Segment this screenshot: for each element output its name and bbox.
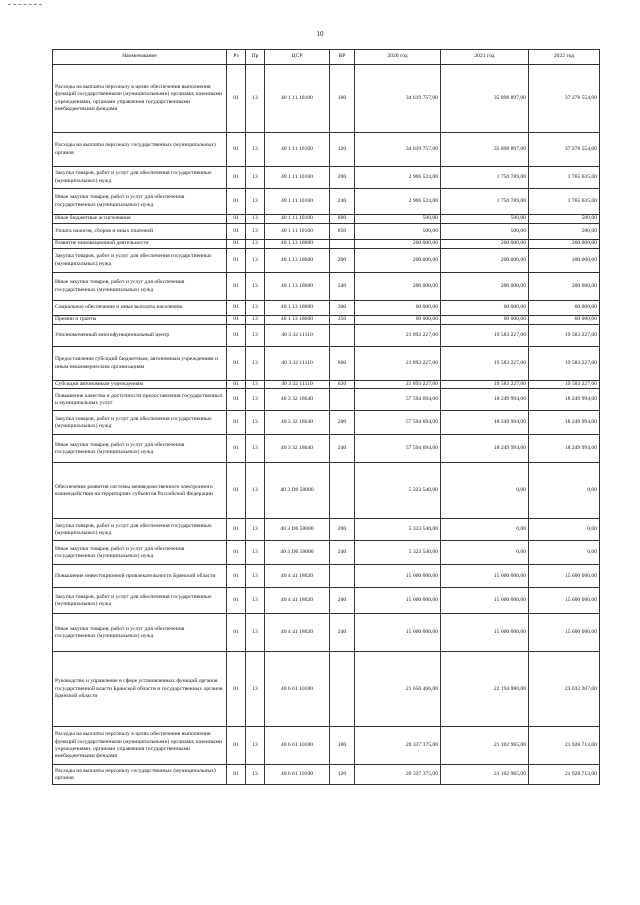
cell-csr: 40 6 61 10100 <box>265 727 330 765</box>
table-row <box>53 652 600 727</box>
cell-csr: 40 1 11 10100 <box>265 215 330 224</box>
header-rz: Рз <box>227 50 246 65</box>
cell-2020: 2 906 524,00 <box>355 189 441 215</box>
cell-2020: 60 000,00 <box>355 316 441 325</box>
cell-name: Субсидии автономным учреждениям <box>53 381 227 389</box>
cell-2022: 200 000,00 <box>529 273 600 301</box>
cell-vr: 800 <box>330 215 355 224</box>
budget-table <box>52 49 600 785</box>
header-2021: 2021 год <box>441 50 529 65</box>
cell-2022: 18 249 994,00 <box>529 411 600 435</box>
cell-vr: 850 <box>330 224 355 240</box>
cell-name: Развитие инновационной деятельности <box>53 240 227 249</box>
cell-2020: 57 594 694,00 <box>355 389 441 411</box>
cell-pr: 13 <box>246 765 265 785</box>
cell-vr: 240 <box>330 541 355 565</box>
cell-name: Расходы на выплаты персоналу государственных (муниципальных) органов <box>53 133 227 167</box>
cell-rz: 01 <box>227 240 246 249</box>
cell-2022: 0,00 <box>529 541 600 565</box>
cell-csr: 40 1 13 18600 <box>265 316 330 325</box>
cell-csr: 40 4 41 18620 <box>265 565 330 588</box>
cell-pr: 13 <box>246 189 265 215</box>
cell-pr: 13 <box>246 224 265 240</box>
cell-2022: 200 000,00 <box>529 249 600 273</box>
cell-2022: 18 249 994,00 <box>529 389 600 411</box>
cell-rz: 01 <box>227 249 246 273</box>
cell-2022: 260 000,00 <box>529 240 600 249</box>
cell-rz: 01 <box>227 133 246 167</box>
cell-name: Иные закупки товаров, работ и услуг для обеспечения государственных (муниципальных) нужд <box>53 614 227 652</box>
cell-2021: 18 249 994,00 <box>441 411 529 435</box>
cell-rz: 01 <box>227 273 246 301</box>
cell-2021: 60 000,00 <box>441 301 529 316</box>
table-row <box>53 133 600 167</box>
table-body <box>53 65 600 785</box>
header-2022: 2022 год <box>529 50 600 65</box>
cell-2020: 21 893 227,00 <box>355 381 441 389</box>
scan-edge-mark <box>8 4 42 5</box>
cell-pr: 13 <box>246 249 265 273</box>
cell-pr: 13 <box>246 316 265 325</box>
cell-name: Иные закупки товаров, работ и услуг для обеспечения государственных (муниципальных) нужд <box>53 435 227 463</box>
cell-csr: 40 4 41 18620 <box>265 588 330 614</box>
table-row <box>53 65 600 133</box>
table-row <box>53 189 600 215</box>
table-row <box>53 381 600 389</box>
cell-pr: 13 <box>246 215 265 224</box>
cell-2022: 19 583 227,00 <box>529 381 600 389</box>
table-row <box>53 167 600 189</box>
cell-vr <box>330 463 355 519</box>
cell-2020: 5 323 540,00 <box>355 519 441 541</box>
cell-2022: 60 000,00 <box>529 301 600 316</box>
cell-csr: 40 1 13 18600 <box>265 301 330 316</box>
table-row <box>53 347 600 381</box>
table-row <box>53 325 600 347</box>
cell-2021: 60 000,00 <box>441 316 529 325</box>
cell-pr: 13 <box>246 65 265 133</box>
cell-2021: 19 583 227,00 <box>441 381 529 389</box>
cell-2020: 5 323 540,00 <box>355 541 441 565</box>
cell-2022: 500,00 <box>529 224 600 240</box>
cell-name: Расходы на выплаты персоналу государственных (муниципальных) органов <box>53 765 227 785</box>
cell-vr: 350 <box>330 316 355 325</box>
cell-pr: 13 <box>246 463 265 519</box>
table-row <box>53 541 600 565</box>
cell-2022: 23 032 307,00 <box>529 652 600 727</box>
cell-2022: 15 600 000,00 <box>529 588 600 614</box>
cell-rz: 01 <box>227 189 246 215</box>
cell-name: Премии и гранты <box>53 316 227 325</box>
cell-pr: 13 <box>246 588 265 614</box>
table-row <box>53 614 600 652</box>
cell-2020: 57 594 694,00 <box>355 435 441 463</box>
table-row <box>53 463 600 519</box>
cell-2021: 21 102 965,00 <box>441 765 529 785</box>
cell-rz: 01 <box>227 65 246 133</box>
cell-2020: 34 619 757,00 <box>355 133 441 167</box>
cell-pr: 13 <box>246 411 265 435</box>
cell-2021: 500,00 <box>441 224 529 240</box>
cell-csr: 40 1 13 18600 <box>265 240 330 249</box>
cell-csr: 40 6 61 10100 <box>265 765 330 785</box>
cell-pr: 13 <box>246 389 265 411</box>
cell-vr: 120 <box>330 133 355 167</box>
cell-2021: 200 000,00 <box>441 249 529 273</box>
cell-pr: 13 <box>246 614 265 652</box>
cell-rz: 01 <box>227 301 246 316</box>
cell-vr: 100 <box>330 727 355 765</box>
cell-2020: 5 323 540,00 <box>355 463 441 519</box>
cell-vr: 200 <box>330 411 355 435</box>
page-number: 10 <box>316 30 324 38</box>
cell-2020: 260 000,00 <box>355 240 441 249</box>
cell-vr: 200 <box>330 519 355 541</box>
cell-csr: 40 1 13 18600 <box>265 273 330 301</box>
cell-pr: 13 <box>246 727 265 765</box>
table-row <box>53 273 600 301</box>
cell-pr: 13 <box>246 565 265 588</box>
cell-name: Повышение инвестиционной привлекательности Брянской области <box>53 565 227 588</box>
cell-2020: 15 600 000,00 <box>355 614 441 652</box>
cell-rz: 01 <box>227 325 246 347</box>
cell-2021: 18 249 994,00 <box>441 435 529 463</box>
cell-rz: 01 <box>227 167 246 189</box>
cell-name: Уплата налогов, сборов и иных платежей <box>53 224 227 240</box>
header-csr: ЦСР <box>265 50 330 65</box>
cell-2021: 0,00 <box>441 519 529 541</box>
cell-2022: 15 600 000,00 <box>529 614 600 652</box>
cell-csr: 40 3 D6 50080 <box>265 463 330 519</box>
cell-name: Закупка товаров, работ и услуг для обеспечения государственных (муниципальных) нужд <box>53 167 227 189</box>
cell-name: Иные закупки товаров, работ и услуг для обеспечения государственных (муниципальных) нужд <box>53 541 227 565</box>
cell-name: Социальное обеспечение и иные выплаты населению <box>53 301 227 316</box>
cell-pr: 13 <box>246 325 265 347</box>
table-row <box>53 316 600 325</box>
cell-csr: 40 1 13 18600 <box>265 249 330 273</box>
cell-pr: 13 <box>246 435 265 463</box>
cell-vr: 100 <box>330 65 355 133</box>
table-row <box>53 727 600 765</box>
cell-rz: 01 <box>227 411 246 435</box>
cell-vr: 200 <box>330 167 355 189</box>
cell-2020: 21 893 227,00 <box>355 325 441 347</box>
cell-rz: 01 <box>227 347 246 381</box>
table-header-row <box>53 50 600 65</box>
cell-2022: 0,00 <box>529 463 600 519</box>
cell-2021: 1 750 789,00 <box>441 189 529 215</box>
cell-2022: 19 583 227,00 <box>529 347 600 381</box>
cell-name: Руководство и управление в сфере установленных функций органов государственной власти Брянской области и государственных органов Брянской области <box>53 652 227 727</box>
cell-2022: 21 928 713,00 <box>529 727 600 765</box>
cell-2021: 15 600 000,00 <box>441 588 529 614</box>
cell-vr: 600 <box>330 347 355 381</box>
header-name: Наименование <box>53 50 227 65</box>
cell-2020: 500,00 <box>355 215 441 224</box>
cell-vr: 240 <box>330 273 355 301</box>
cell-csr: 40 3 32 18640 <box>265 435 330 463</box>
cell-vr <box>330 240 355 249</box>
cell-name: Обеспечение развития системы межведомственного электронного взаимодействия на территориях субъектов Российской Федерации <box>53 463 227 519</box>
cell-vr: 240 <box>330 435 355 463</box>
cell-2022: 21 928 713,00 <box>529 765 600 785</box>
cell-2021: 260 000,00 <box>441 240 529 249</box>
cell-csr: 40 4 41 18620 <box>265 614 330 652</box>
cell-2022: 18 249 994,00 <box>529 435 600 463</box>
cell-2021: 15 600 000,00 <box>441 614 529 652</box>
cell-2020: 15 600 000,00 <box>355 588 441 614</box>
cell-2022: 500,00 <box>529 215 600 224</box>
cell-2021: 19 583 227,00 <box>441 347 529 381</box>
cell-name: Иные закупки товаров, работ и услуг для обеспечения государственных (муниципальных) нужд <box>53 273 227 301</box>
cell-vr: 200 <box>330 249 355 273</box>
cell-rz: 01 <box>227 215 246 224</box>
cell-2021: 15 600 000,00 <box>441 565 529 588</box>
cell-csr: 40 3 32 18640 <box>265 411 330 435</box>
cell-name: Иные бюджетные ассигнования <box>53 215 227 224</box>
cell-pr: 13 <box>246 381 265 389</box>
table-row <box>53 588 600 614</box>
cell-2021: 200 000,00 <box>441 273 529 301</box>
cell-name: Иные закупки товаров, работ и услуг для обеспечения государственных (муниципальных) нужд <box>53 189 227 215</box>
cell-2022: 19 583 227,00 <box>529 325 600 347</box>
cell-2021: 22 194 980,00 <box>441 652 529 727</box>
cell-pr: 13 <box>246 519 265 541</box>
cell-csr: 40 3 D6 50080 <box>265 519 330 541</box>
cell-vr <box>330 565 355 588</box>
cell-2020: 34 619 757,00 <box>355 65 441 133</box>
cell-2021: 35 898 897,00 <box>441 65 529 133</box>
cell-rz: 01 <box>227 519 246 541</box>
cell-2022: 60 000,00 <box>529 316 600 325</box>
cell-csr: 40 3 32 18640 <box>265 389 330 411</box>
header-vr: ВР <box>330 50 355 65</box>
cell-pr: 13 <box>246 652 265 727</box>
cell-name: Закупка товаров, работ и услуг для обеспечения государственных (муниципальных) нужд <box>53 519 227 541</box>
cell-rz: 01 <box>227 565 246 588</box>
cell-rz: 01 <box>227 316 246 325</box>
cell-2020: 200 000,00 <box>355 273 441 301</box>
table-row <box>53 249 600 273</box>
cell-csr: 40 6 61 10100 <box>265 652 330 727</box>
cell-name: Закупка товаров, работ и услуг для обеспечения государственных (муниципальных) нужд <box>53 588 227 614</box>
cell-vr: 120 <box>330 765 355 785</box>
cell-2020: 500,00 <box>355 224 441 240</box>
table-row <box>53 301 600 316</box>
cell-2020: 200 000,00 <box>355 249 441 273</box>
table-row <box>53 519 600 541</box>
cell-vr: 240 <box>330 614 355 652</box>
cell-csr: 40 3 32 11110 <box>265 347 330 381</box>
cell-pr: 13 <box>246 133 265 167</box>
cell-2022: 1 765 635,00 <box>529 189 600 215</box>
table-row <box>53 389 600 411</box>
cell-pr: 13 <box>246 167 265 189</box>
table-row <box>53 240 600 249</box>
cell-2021: 18 249 994,00 <box>441 389 529 411</box>
cell-2020: 21 893 227,00 <box>355 347 441 381</box>
cell-vr: 620 <box>330 381 355 389</box>
table-row <box>53 411 600 435</box>
cell-2021: 500,00 <box>441 215 529 224</box>
cell-2020: 60 000,00 <box>355 301 441 316</box>
cell-rz: 01 <box>227 463 246 519</box>
cell-csr: 40 1 11 10100 <box>265 189 330 215</box>
table-row <box>53 224 600 240</box>
cell-rz: 01 <box>227 381 246 389</box>
cell-2022: 1 765 635,00 <box>529 167 600 189</box>
cell-2021: 1 750 789,00 <box>441 167 529 189</box>
cell-name: Уполномоченный многофункциональный центр <box>53 325 227 347</box>
cell-2022: 37 278 554,00 <box>529 65 600 133</box>
cell-rz: 01 <box>227 224 246 240</box>
cell-vr: 300 <box>330 301 355 316</box>
cell-2022: 37 278 554,00 <box>529 133 600 167</box>
cell-csr: 40 1 11 10100 <box>265 167 330 189</box>
cell-csr: 40 3 32 11110 <box>265 381 330 389</box>
cell-pr: 13 <box>246 240 265 249</box>
cell-name: Расходы на выплаты персоналу в целях обеспечения выполнения функций государственными (муниципальными) органами, казенными учреждениями, органами управления государственными внебюджетными фондами <box>53 65 227 133</box>
cell-pr: 13 <box>246 347 265 381</box>
cell-csr: 40 3 D6 50080 <box>265 541 330 565</box>
cell-pr: 13 <box>246 541 265 565</box>
table-row <box>53 565 600 588</box>
cell-2020: 20 337 375,00 <box>355 727 441 765</box>
cell-2020: 20 337 375,00 <box>355 765 441 785</box>
cell-rz: 01 <box>227 765 246 785</box>
cell-2021: 21 102 965,00 <box>441 727 529 765</box>
cell-rz: 01 <box>227 541 246 565</box>
cell-rz: 01 <box>227 588 246 614</box>
cell-rz: 01 <box>227 652 246 727</box>
cell-pr: 13 <box>246 273 265 301</box>
cell-csr: 40 3 32 11110 <box>265 325 330 347</box>
header-2020: 2020 год <box>355 50 441 65</box>
cell-vr: 240 <box>330 189 355 215</box>
cell-vr <box>330 325 355 347</box>
cell-2021: 19 583 227,00 <box>441 325 529 347</box>
cell-name: Расходы на выплаты персоналу в целях обеспечения выполнения функций государственными (муниципальными) органами, казенными учреждениями, органами управления государственными внебюджетными фондами <box>53 727 227 765</box>
cell-2021: 0,00 <box>441 463 529 519</box>
table-row <box>53 215 600 224</box>
cell-pr: 13 <box>246 301 265 316</box>
cell-vr: 200 <box>330 588 355 614</box>
table-row <box>53 435 600 463</box>
cell-rz: 01 <box>227 435 246 463</box>
cell-2021: 35 898 897,00 <box>441 133 529 167</box>
cell-vr <box>330 389 355 411</box>
cell-2021: 0,00 <box>441 541 529 565</box>
cell-2022: 15 600 000,00 <box>529 565 600 588</box>
cell-rz: 01 <box>227 389 246 411</box>
cell-2020: 21 650 466,00 <box>355 652 441 727</box>
cell-csr: 40 1 11 10100 <box>265 224 330 240</box>
cell-vr <box>330 652 355 727</box>
cell-name: Закупка товаров, работ и услуг для обеспечения государственных (муниципальных) нужд <box>53 249 227 273</box>
table-row <box>53 765 600 785</box>
cell-name: Закупка товаров, работ и услуг для обеспечения государственных (муниципальных) нужд <box>53 411 227 435</box>
cell-rz: 01 <box>227 614 246 652</box>
cell-name: Повышение качества и доступности предоставления государственных и муниципальных услуг <box>53 389 227 411</box>
cell-2020: 15 600 000,00 <box>355 565 441 588</box>
cell-rz: 01 <box>227 727 246 765</box>
header-pr: Пр <box>246 50 265 65</box>
cell-2020: 2 906 524,00 <box>355 167 441 189</box>
cell-2022: 0,00 <box>529 519 600 541</box>
cell-name: Предоставление субсидий бюджетным, автономным учреждениям и иным некоммерческим организациям <box>53 347 227 381</box>
cell-csr: 40 1 11 10100 <box>265 65 330 133</box>
cell-csr: 40 1 11 10100 <box>265 133 330 167</box>
cell-2020: 57 594 694,00 <box>355 411 441 435</box>
